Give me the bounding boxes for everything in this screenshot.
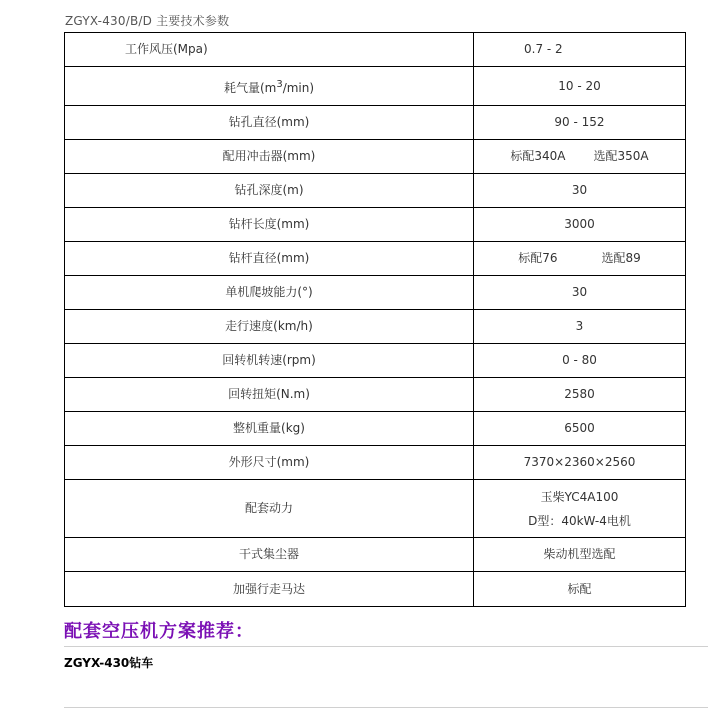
param-value: 0.7 - 2 [474,33,686,67]
table-row [65,480,686,538]
table-row [65,67,686,106]
param-label: 外形尺寸(mm) [65,446,474,480]
table-row [65,276,686,310]
standard-option: 标配340A [510,149,566,163]
optional-option: 选配89 [601,251,641,265]
param-value [474,242,686,276]
divider [64,646,708,647]
param-label: 配用冲击器(mm) [65,140,474,174]
param-label: 回转扭矩(N.m) [65,378,474,412]
param-label [65,67,474,106]
table-row [65,208,686,242]
param-label: 单机爬坡能力(°) [65,276,474,310]
param-label: 钻杆直径(mm) [65,242,474,276]
param-value: 柴动机型选配 [474,538,686,572]
recommend-heading: 配套空压机方案推荐： [64,621,254,642]
table-row [65,378,686,412]
value-line: 玉柴YC4A100 [540,489,619,504]
param-label: 配套动力 [65,480,474,538]
param-label: 走行速度(km/h) [65,310,474,344]
model-label: ZGYX-430钻车 [64,656,154,670]
spec-table [64,32,686,607]
param-value: 7370×2360×2560 [474,446,686,480]
param-value: 3 [474,310,686,344]
table-row [65,174,686,208]
table-row [65,572,686,607]
superscript: 3 [276,78,283,90]
param-value [474,480,686,538]
label-text: /min) [282,80,315,95]
param-label: 钻杆长度(mm) [65,208,474,242]
table-row [65,106,686,140]
param-value: 标配 [474,572,686,607]
table-row [65,140,686,174]
param-label: 加强行走马达 [65,572,474,607]
param-label: 回转机转速(rpm) [65,344,474,378]
table-caption: ZGYX-430/B/D 主要技术参数 [65,14,230,28]
param-value: 10 - 20 [474,67,686,106]
param-value: 2580 [474,378,686,412]
table-row [65,33,686,67]
param-label: 钻孔深度(m) [65,174,474,208]
label-text: 耗气量(m [223,80,277,95]
param-value [474,140,686,174]
param-value: 90 - 152 [474,106,686,140]
param-value: 3000 [474,208,686,242]
param-value: 30 [474,276,686,310]
param-label: 工作风压(Mpa) [65,33,474,67]
param-label: 钻孔直径(mm) [65,106,474,140]
table-row [65,412,686,446]
param-value: 30 [474,174,686,208]
table-row [65,344,686,378]
table-row [65,242,686,276]
value-line: D型：40kW-4电机 [528,513,631,528]
param-value: 6500 [474,412,686,446]
divider [64,707,708,708]
standard-option: 标配76 [518,251,558,265]
table-row [65,538,686,572]
table-row [65,446,686,480]
param-label: 整机重量(kg) [65,412,474,446]
table-row [65,310,686,344]
optional-option: 选配350A [593,149,649,163]
param-label: 干式集尘器 [65,538,474,572]
param-value: 0 - 80 [474,344,686,378]
